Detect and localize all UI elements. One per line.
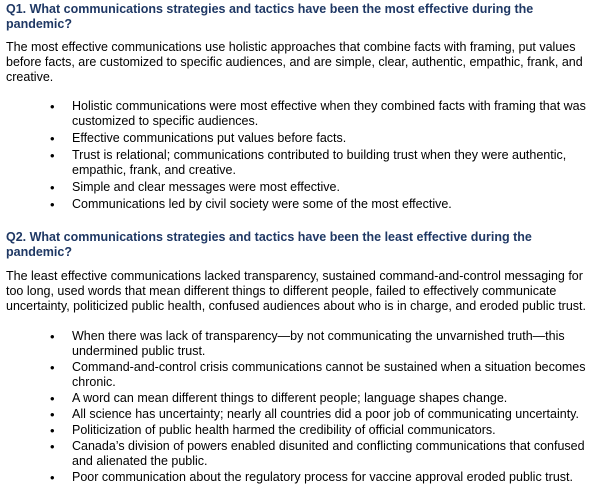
- q1-bullet-list: [6, 99, 593, 212]
- bullet-text: Simple and clear messages were most effective.: [72, 180, 340, 194]
- bullet-icon: •: [50, 329, 55, 344]
- list-item: [6, 470, 593, 485]
- bullet-icon: •: [50, 423, 55, 438]
- bullet-text: Politicization of public health harmed the credibility of official communicators.: [72, 423, 496, 437]
- section-q1: [6, 2, 593, 212]
- bullet-text: Poor communication about the regulatory process for vaccine approval eroded public trust.: [72, 470, 573, 484]
- q2-bullet-list: [6, 329, 593, 485]
- list-item: [6, 423, 593, 438]
- bullet-icon: •: [50, 439, 55, 454]
- list-item: [6, 360, 593, 390]
- section-q2: [6, 230, 593, 485]
- q2-intro: The least effective communications lacked transparency, sustained command-and-control messaging for too long, used words that mean different things to different people, failed to effectively communicate uncertainty, politicized public health, confused audiences about who is in charge, and eroded public trust.: [6, 269, 586, 313]
- list-item: [6, 391, 593, 406]
- bullet-icon: •: [50, 180, 55, 195]
- q1-heading: Q1. What communications strategies and tactics have been the most effective during the pandemic?: [6, 2, 534, 31]
- bullet-text: A word can mean different things to different people; language shapes change.: [72, 391, 508, 405]
- section-spacer: [6, 214, 593, 230]
- list-item: [6, 148, 593, 178]
- list-item: [6, 329, 593, 359]
- bullet-icon: •: [50, 197, 55, 212]
- bullet-icon: •: [50, 148, 55, 163]
- bullet-text: Canada’s division of powers enabled disunited and conflicting communications that confused and alienated the public.: [72, 439, 585, 468]
- list-item: [6, 180, 593, 195]
- bullet-icon: •: [50, 470, 55, 485]
- bullet-text: Holistic communications were most effective when they combined facts with framing that was customized to specific audiences.: [72, 99, 586, 128]
- list-item: [6, 131, 593, 146]
- list-item: [6, 99, 593, 129]
- bullet-icon: •: [50, 99, 55, 114]
- bullet-text: Command-and-control crisis communications cannot be sustained when a situation becomes chronic.: [72, 360, 586, 389]
- bullet-icon: •: [50, 407, 55, 422]
- bullet-text: Effective communications put values before facts.: [72, 131, 347, 145]
- bullet-icon: •: [50, 391, 55, 406]
- q1-intro: The most effective communications use holistic approaches that combine facts with framing, put values before facts, are customized to specific audiences, and are simple, clear, authentic, empathic, frank, and creative.: [6, 40, 583, 84]
- list-item: [6, 439, 593, 469]
- q2-heading: Q2. What communications strategies and tactics have been the least effective during the pandemic?: [6, 230, 532, 259]
- bullet-text: Communications led by civil society were some of the most effective.: [72, 197, 452, 211]
- bullet-text: All science has uncertainty; nearly all countries did a poor job of communicating uncertainty.: [72, 407, 579, 421]
- list-item: [6, 407, 593, 422]
- bullet-icon: •: [50, 131, 55, 146]
- bullet-text: When there was lack of transparency—by not communicating the unvarnished truth—this undermined public trust.: [72, 329, 565, 358]
- bullet-text: Trust is relational; communications contributed to building trust when they were authentic, empathic, frank, and creative.: [72, 148, 567, 177]
- bullet-icon: •: [50, 360, 55, 375]
- list-item: [6, 197, 593, 212]
